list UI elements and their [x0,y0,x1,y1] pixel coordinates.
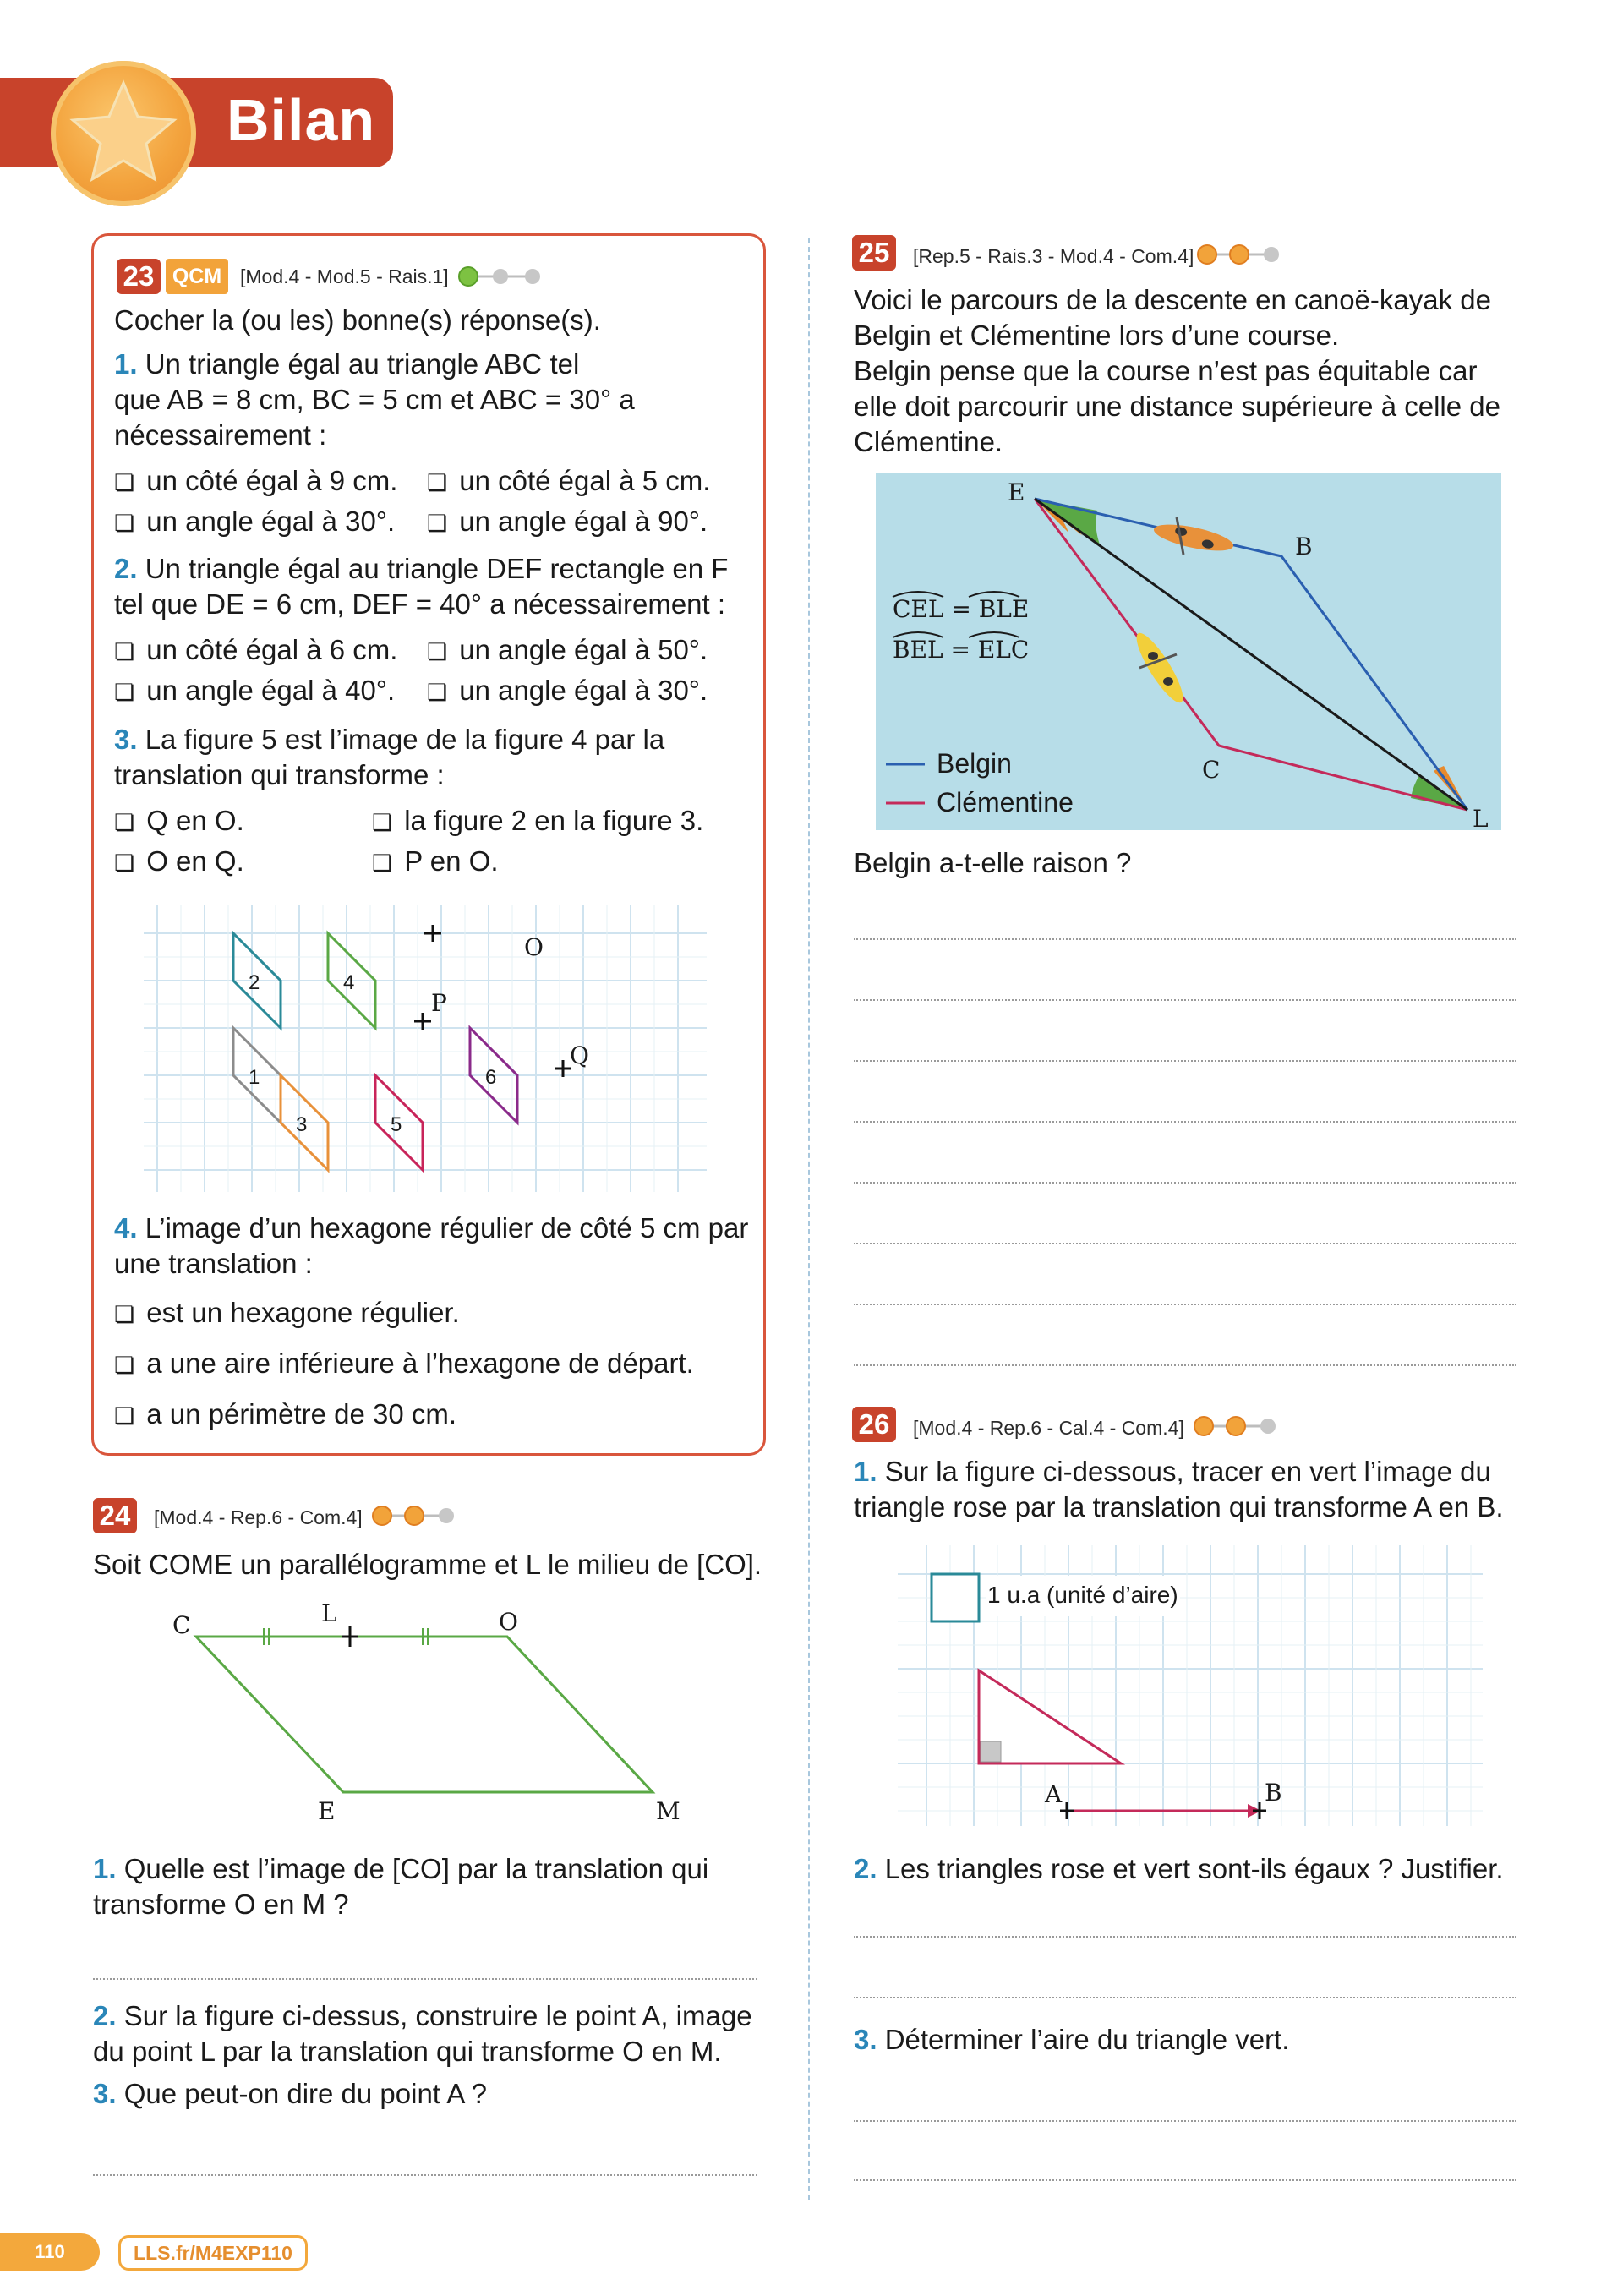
q2-line-1: 2. Un triangle égal au triangle DEF rectangle en F [114,553,729,584]
answer-line[interactable] [854,1182,1516,1184]
ex24-q1-line-2: transforme O en M ? [93,1889,349,1920]
q3-line-1: 3. La figure 5 est l’image de la figure 4 par la [114,724,665,755]
q3-choice-4[interactable]: ❏ P en O. [372,844,499,881]
exercise-24-tags: [Mod.4 - Rep.6 - Com.4] [154,1506,363,1528]
exercise-24-intro: Soit COME un parallélogramme et L le milieu de [CO]. [93,1549,762,1580]
parallelogram-come-figure [152,1589,710,1826]
q1-line-3: nécessairement : [114,419,327,451]
q3-choice-2[interactable]: ❏ la figure 2 en la figure 3. [372,803,703,840]
answer-line[interactable] [854,1936,1516,1938]
q3-line-2: translation qui transforme : [114,759,445,790]
star-icon [51,61,196,206]
ex26-q2-line-1: 2. Les triangles rose et vert sont-ils égaux ? Justifier. [854,1853,1504,1884]
point-e-label: E [1008,478,1025,506]
ex25-text-line-5: Clémentine. [854,426,1003,457]
q1-line-1: 1. Un triangle égal au triangle ABC tel [114,348,580,380]
point-c-label: C [1202,756,1221,784]
point-p-label: P [431,989,447,1017]
point-b-label: B [1295,533,1313,560]
q4-line-1: 4. L’image d’un hexagone régulier de côté 5 cm par [114,1212,749,1244]
ex24-q1-line-1: 1. Quelle est l’image de [CO] par la translation qui [93,1853,709,1884]
q2-choice-1[interactable]: ❏ un côté égal à 6 cm. [114,632,397,670]
footer-link[interactable]: LLS.fr/M4EXP110 [118,2235,308,2271]
angle-equality-1: CEL = BLE [893,595,1030,623]
exercise-26-number: 26 [852,1407,896,1442]
answer-line[interactable] [854,1364,1516,1366]
ex25-text-line-1: Voici le parcours de la descente en canoë-kayak de [854,284,1491,315]
angle-equality-2: BEL = ELC [893,636,1030,664]
figure-5-label: 5 [391,1113,402,1136]
answer-line[interactable] [854,938,1516,940]
canoe-race-figure [876,473,1501,830]
point-l-label: L [1473,805,1489,830]
translation-triangle-grid [898,1545,1483,1826]
q3-choice-1[interactable]: ❏ Q en O. [114,803,244,840]
ex24-q2-line-1: 2. Sur la figure ci-dessus, construire le point A, image [93,2000,752,2031]
figure-3-label: 3 [296,1113,308,1136]
column-divider [808,238,810,2200]
answer-line[interactable] [854,2120,1516,2122]
ex26-q1-line-2: triangle rose par la translation qui transforme A en B. [854,1491,1504,1522]
figure-1-label: 1 [249,1066,260,1089]
point-e-label: E [318,1797,336,1825]
point-c-label: C [172,1611,191,1639]
exercise-25-number: 25 [852,235,896,271]
q4-choice-1[interactable]: ❏ est un hexagone régulier. [114,1295,460,1332]
answer-line[interactable] [854,1121,1516,1123]
difficulty-dots-icon [1195,242,1283,279]
q4-choice-2[interactable]: ❏ a une aire inférieure à l’hexagone de départ. [114,1346,694,1383]
ex25-question: Belgin a-t-elle raison ? [854,847,1132,878]
point-m-label: M [656,1797,680,1825]
q2-choice-4[interactable]: ❏ un angle égal à 30°. [427,673,708,710]
q1-choice-3[interactable]: ❏ un angle égal à 30°. [114,504,395,541]
figure-4-label: 4 [343,971,355,994]
answer-line[interactable] [854,1243,1516,1244]
difficulty-dots-icon [370,1503,458,1540]
page-number: 110 [0,2233,100,2271]
point-o-label: O [499,1608,518,1636]
q2-line-2: tel que DE = 6 cm, DEF = 40° a nécessairement : [114,588,726,620]
q2-choice-3[interactable]: ❏ un angle égal à 40°. [114,673,395,710]
figure-2-label: 2 [249,971,260,994]
exercise-24-number: 24 [93,1498,137,1533]
unit-area-label: 1 u.a (unité d’aire) [987,1582,1178,1608]
ex26-q3-line-1: 3. Déterminer l’aire du triangle vert. [854,2024,1290,2055]
point-l-label: L [321,1599,337,1627]
point-a-label: A [1045,1780,1063,1808]
exercise-26-tags: [Mod.4 - Rep.6 - Cal.4 - Com.4] [913,1417,1184,1439]
star-badge [51,61,196,206]
q1-choice-4[interactable]: ❏ un angle égal à 90°. [427,504,708,541]
ex25-text-line-4: elle doit parcourir une distance supérieure à celle de [854,391,1500,422]
legend-clementine: Clémentine [937,787,1074,817]
ex25-text-line-2: Belgin et Clémentine lors d’une course. [854,320,1340,351]
qcm-badge: QCM [166,259,228,294]
point-q-label: Q [570,1041,589,1069]
answer-line[interactable] [93,1978,757,1980]
q4-line-2: une translation : [114,1248,313,1279]
unit-area-square [932,1574,979,1621]
difficulty-dots-icon [1192,1413,1280,1451]
q4-choice-3[interactable]: ❏ a un périmètre de 30 cm. [114,1397,456,1434]
q2-choice-2[interactable]: ❏ un angle égal à 50°. [427,632,708,670]
q3-choice-3[interactable]: ❏ O en Q. [114,844,244,881]
answer-line[interactable] [854,1304,1516,1305]
difficulty-dots-icon [456,264,544,301]
exercise-23-tags: [Mod.4 - Mod.5 - Rais.1] [240,265,449,287]
answer-line[interactable] [854,1997,1516,1998]
translation-grid-figure [144,905,707,1192]
ex24-q3-line-1: 3. Que peut-on dire du point A ? [93,2078,488,2109]
exercise-23-instruction: Cocher la (ou les) bonne(s) réponse(s). [114,304,601,336]
ex26-q1-line-1: 1. Sur la figure ci-dessous, tracer en vert l’image du [854,1456,1491,1487]
q1-choice-1[interactable]: ❏ un côté égal à 9 cm. [114,463,397,500]
answer-line[interactable] [854,1060,1516,1062]
exercise-23-number: 23 [117,259,161,294]
q1-choice-2[interactable]: ❏ un côté égal à 5 cm. [427,463,710,500]
right-angle-mark [981,1741,1001,1762]
answer-line[interactable] [854,2179,1516,2181]
point-b-label: B [1265,1779,1282,1807]
legend-belgin: Belgin [937,748,1012,779]
answer-line[interactable] [854,999,1516,1001]
page-title: Bilan [227,87,376,153]
ex24-q2-line-2: du point L par la translation qui transforme O en M. [93,2036,722,2067]
ex25-text-line-3: Belgin pense que la course n’est pas équitable car [854,355,1478,386]
point-o-label: O [524,933,544,961]
q1-line-2: que AB = 8 cm, BC = 5 cm et ABC = 30° a [114,384,635,415]
figure-6-label: 6 [485,1066,497,1089]
exercise-25-tags: [Rep.5 - Rais.3 - Mod.4 - Com.4] [913,245,1194,267]
answer-line[interactable] [93,2174,757,2176]
